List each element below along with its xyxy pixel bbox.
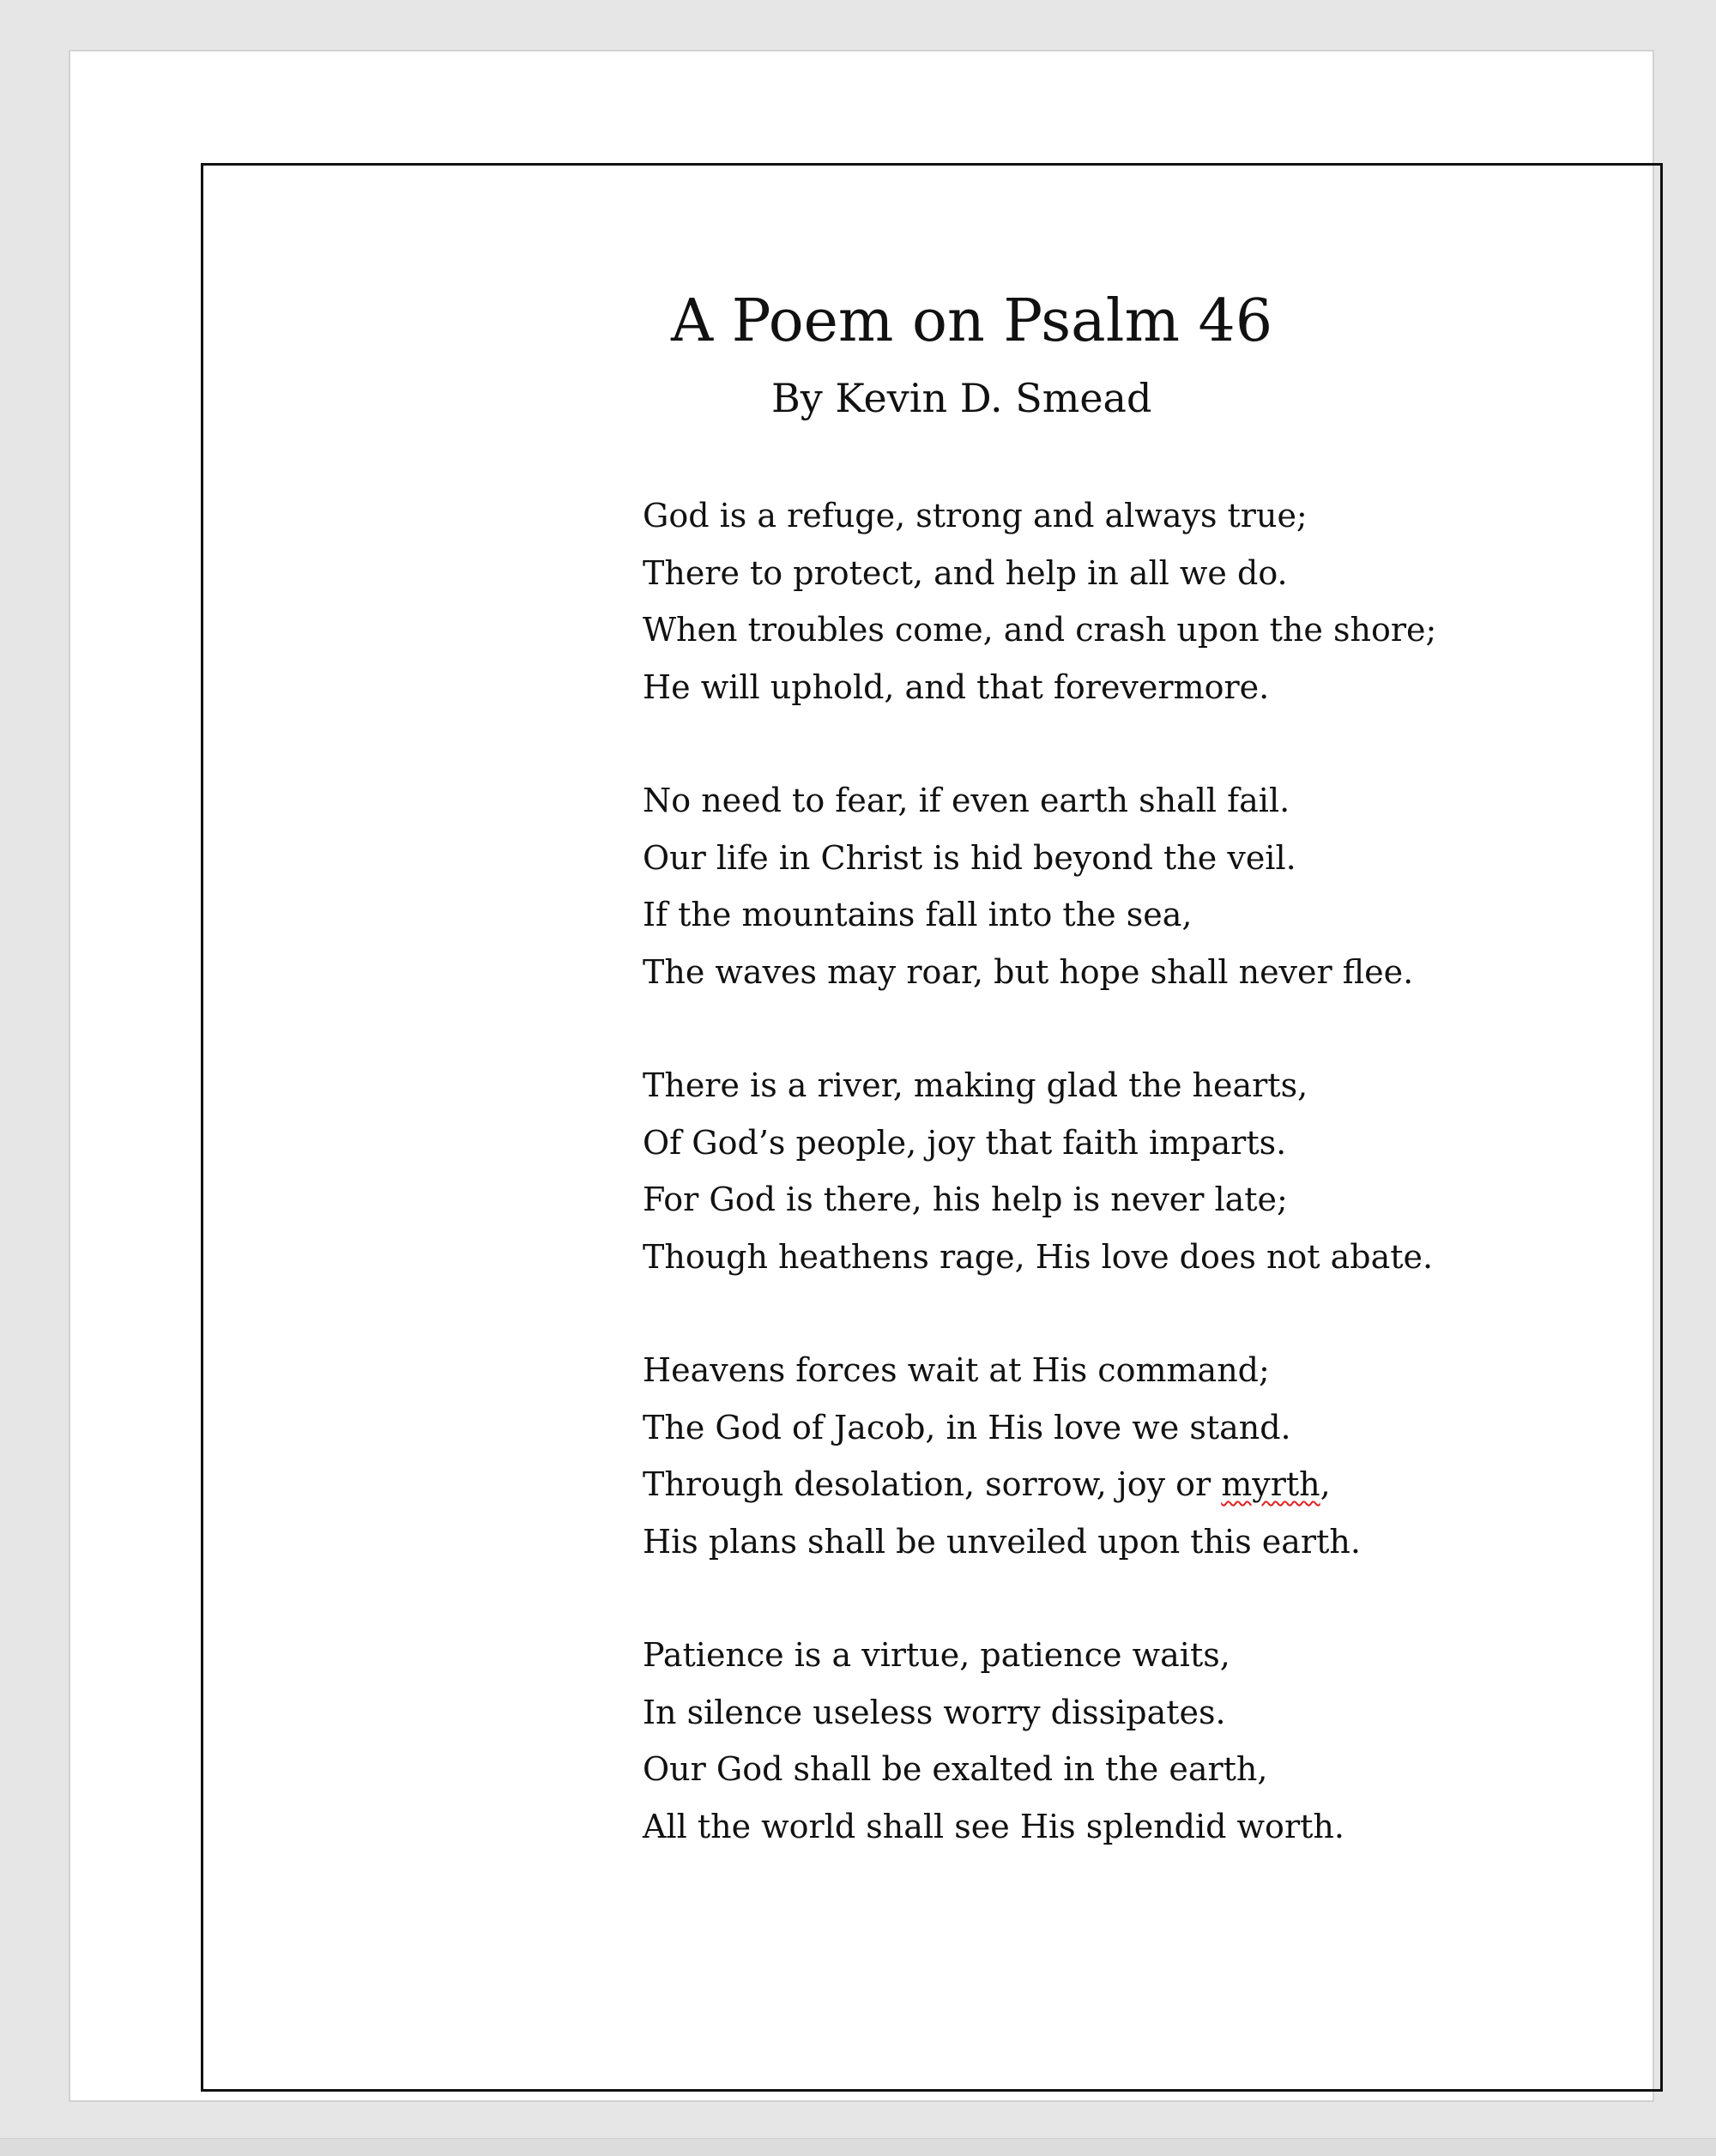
poem-line: Our God shall be exalted in the earth, [643, 1750, 1268, 1788]
stanza-1 [643, 487, 1436, 716]
spellcheck-flagged-word[interactable]: myrth [1221, 1465, 1320, 1503]
poem-line: He will uphold, and that forevermore. [643, 667, 1270, 706]
status-bar-edge [0, 2138, 1716, 2156]
document-page [69, 50, 1654, 2102]
poem-line-text: Through desolation, sorrow, joy or [643, 1465, 1222, 1503]
poem-line: When troubles come, and crash upon the shore; [643, 611, 1437, 649]
poem-line: Patience is a virtue, patience waits, [643, 1636, 1230, 1674]
poem-line: God is a refuge, strong and always true; [643, 497, 1308, 534]
poem-line: All the world shall see His splendid worth. [643, 1807, 1344, 1845]
poem-line: Heavens forces wait at His command; [643, 1351, 1270, 1389]
poem-line [643, 1456, 1436, 1513]
poem-line: His plans shall be unveiled upon this earth. [643, 1522, 1361, 1561]
stanza-3 [643, 1057, 1436, 1285]
poem-title: A Poem on Psalm 46 [671, 287, 1273, 355]
poem-line: If the mountains fall into the sea, [643, 896, 1193, 933]
poem-line: The waves may roar, but hope shall never flee. [643, 952, 1414, 991]
punctuation: , [1320, 1465, 1331, 1503]
poem-line: Though heathens rage, His love does not abate. [643, 1237, 1434, 1276]
poem-body [643, 487, 1436, 1911]
poem-byline: By Kevin D. Smead [771, 375, 1152, 421]
poem-line: There to protect, and help in all we do. [643, 553, 1288, 592]
poem-line: For God is there, his help is never late; [643, 1181, 1288, 1218]
stanza-4 [643, 1342, 1436, 1570]
stanza-5 [643, 1627, 1436, 1855]
poem-line: In silence useless worry dissipates. [643, 1693, 1226, 1731]
poem-line: The God of Jacob, in His love we stand. [643, 1408, 1291, 1446]
stanza-2 [643, 772, 1436, 1000]
poem-line: Of God’s people, joy that faith imparts. [643, 1123, 1287, 1162]
poem-line: There is a river, making glad the hearts, [643, 1066, 1308, 1104]
poem-line: No need to fear, if even earth shall fail. [643, 782, 1290, 819]
poem-line: Our life in Christ is hid beyond the veil. [643, 838, 1296, 877]
